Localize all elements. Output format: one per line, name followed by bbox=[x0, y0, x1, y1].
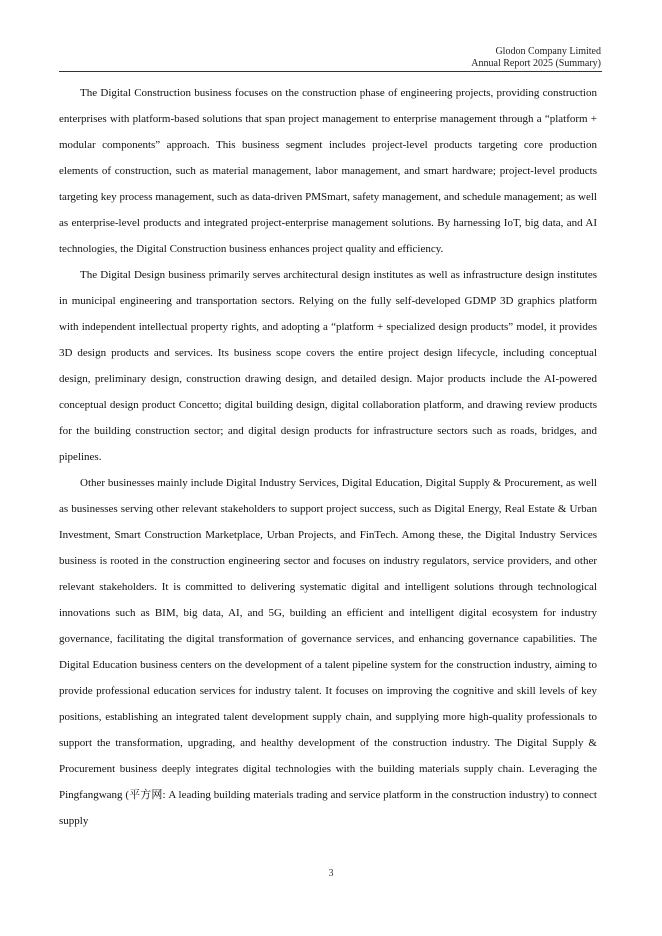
header-divider bbox=[59, 71, 602, 72]
header-company-name: Glodon Company Limited bbox=[495, 46, 601, 57]
header-report-title: Annual Report 2025 (Summary) bbox=[471, 58, 601, 69]
paragraph-digital-construction: The Digital Construction business focuses on the construction phase of engineering projects, providing construction enterprises with platform-based solutions that span project management to enterprise management through a “platform + modular components” approach. This business segment includes project-level products targeting core production elements of construction, such as material management, labor management, and smart hardware; project-level products targeting key process management, such as data-driven PMSmart, safety management, and schedule management; as well as enterprise-level products and integrated project-enterprise management solutions. By harnessing IoT, big data, and AI technologies, the Digital Construction business enhances project quality and efficiency. bbox=[59, 87, 597, 255]
paragraph-other-businesses: Other businesses mainly include Digital Industry Services, Digital Education, Digital Supply & Procurement, as well as businesses serving other relevant stakeholders to support project success, such as Digital Energy, Real Estate & Urban Investment, Smart Construction Marketplace, Urban Projects, and FinTech. Among these, the Digital Industry Services business is rooted in the construction engineering sector and focuses on industry regulators, service providers, and other relevant stakeholders. It is committed to delivering systematic digital and intelligent solutions through technological innovations such as BIM, big data, AI, and 5G, building an efficient and intelligent digital ecosystem for industry governance, facilitating the digital transformation of governance services, and enhancing governance capabilities. The Digital Education business centers on the development of a talent pipeline system for the construction industry, aiming to provide professional education services for industry talent. It focuses on improving the cognitive and skill levels of key positions, establishing an integrated talent development supply chain, and supplying more high-quality professionals to support the transformation, upgrading, and healthy development of the construction industry. The Digital Supply & Procurement business deeply integrates digital technologies with the building materials supply chain. Leveraging the Pingfangwang (平方网: A leading building materials trading and service platform in the construction industry) to connect supply bbox=[59, 477, 597, 827]
page-header bbox=[471, 46, 601, 70]
page-number: 3 bbox=[328, 868, 334, 879]
paragraph-digital-design: The Digital Design business primarily serves architectural design institutes as well as infrastructure design institutes in municipal engineering and transportation sectors. Relying on the fully self-developed GDMP 3D graphics platform with independent intellectual property rights, and adopting a “platform + specialized design products” model, it provides 3D design products and services. Its business scope covers the entire project design lifecycle, including conceptual design, preliminary design, construction drawing design, and detailed design. Major products include the AI-powered conceptual design product Concetto; digital building design, digital collaboration platform, and drawing review products for the building construction sector; and digital design products for infrastructure sectors such as roads, bridges, and pipelines. bbox=[59, 269, 597, 463]
document-body bbox=[59, 80, 597, 834]
